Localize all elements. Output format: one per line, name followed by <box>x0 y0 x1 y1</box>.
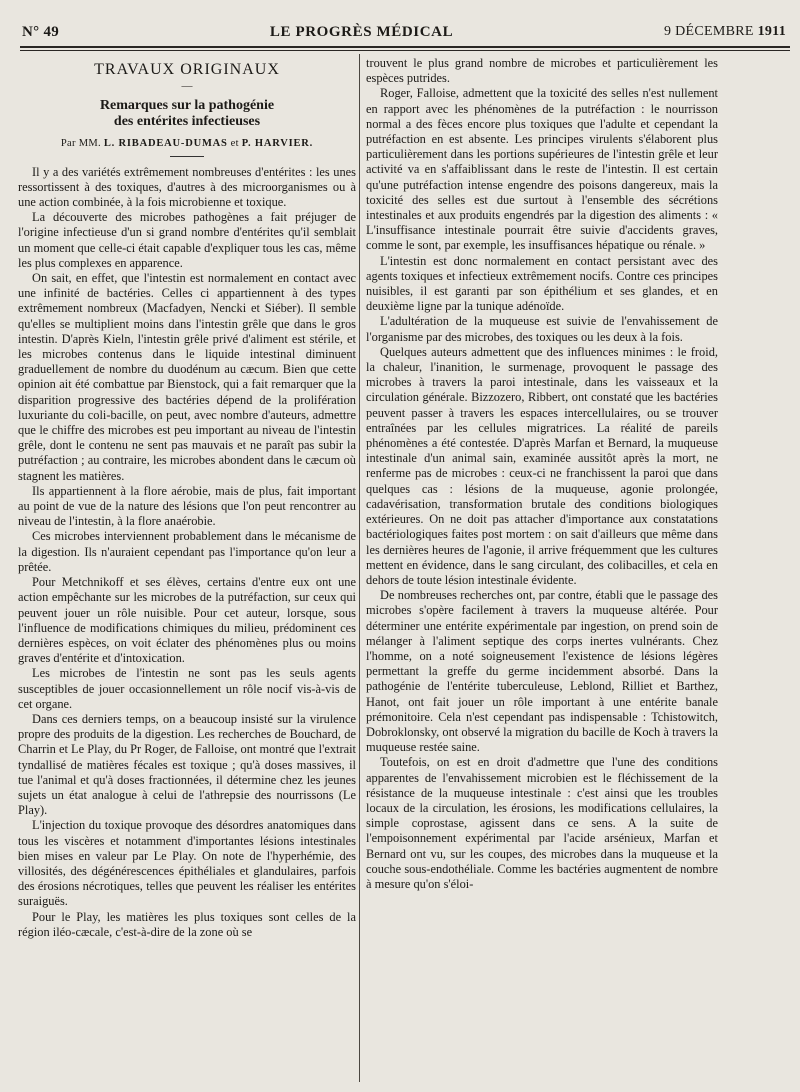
article-title <box>18 98 356 130</box>
column-divider <box>359 54 360 1082</box>
issue-date-year: 1911 <box>757 24 786 39</box>
paragraph: L'adultération de la muqueuse est suivie de l'envahissement de l'organisme par des microbes, des toxiques ou les deux à la fois. <box>366 314 718 344</box>
author-2: P. HARVIER. <box>241 138 314 150</box>
paragraph: De nombreuses recherches ont, par contre, établi que le passage des microbes s'opère facilement à travers la muqueuse altérée. Pour déterminer une entérite expérimentale par ingestion, on prend soin de mélanger à l'aliment septique des corps inertes vulnérants. Chez l'homme, on a noté soigneusement l'existence de lésions légères permettant la greffe du germe incidemment absorbé. Dans la pathogénie de l'entérite tuberculeuse, Leblond, Rilliet et Barthez, Hanot, ont fait jouer un rôle important à une entérite banale prémonitoire. Cela n'est cependant pas indispensable : Tchistowitch, Dobroklonsky, ont observé la migration du bacille de Koch à travers la muqueuse restée saine. <box>366 588 718 755</box>
section-title: TRAVAUX ORIGINAUX <box>94 61 280 78</box>
paragraph: Pour Metchnikoff et ses élèves, certains d'entre eux ont une action empêchante sur les microbes de la putréfaction, sur ceux qui peuvent jouer un rôle nuisible. Pour cet auteur, lorsque, sous l'influence de modifications chimiques du milieu, prédominent ces dernières espèces, on voit éclater des phénomènes plus ou moins graves d'entérite et d'intoxication. <box>18 575 356 666</box>
paragraph-continued: trouvent le plus grand nombre de microbes et particulièrement les espèces putrides. <box>366 56 718 86</box>
header-rule-thin <box>20 50 790 51</box>
authors-rule <box>170 156 204 157</box>
issue-date <box>664 24 786 40</box>
authors-joiner: et <box>230 138 239 150</box>
paragraph: Dans ces derniers temps, on a beaucoup insisté sur la virulence propre des produits de la digestion. Les recherches de Bouchard, de Charrin et Le Play, du Pr Roger, de Falloise, ont montré que l'extrait tyndallisé de matières fécales est toxique ; qu'à doses massives, il tue l'animal et qu'à doses fractionnées, il détermine chez les jeunes sujets un état analogue à celui de l'athrepsie des nourrissons (Le Play). <box>18 711 356 818</box>
issue-number: N° 49 <box>22 23 60 40</box>
paragraph: Quelques auteurs admettent que des influences minimes : le froid, la chaleur, l'inanition, le surmenage, provoquent le passage des microbes à travers la paroi intestinale, dans les vaisseaux et la circulation générale. Bizzozero, Ribbert, ont constaté que les bactéries peuvent passer à travers les espaces intercellulaires, ou se trouver entraînées par les cellules migratrices. La réalité de pareils phénomènes a été contestée. D'après Marfan et Bernard, la muqueuse intestinale d'un animal sain, examinée aussitôt après la mort, ne renferme pas de microbes : ceux-ci ne franchissent la paroi que dans quelques cas : lésions de la muqueuse, agonie prolongée, cadavérisation, transformation brutale des conditions biologiques extérieures. On ne doit pas attacher d'importance aux constatations bactériologiques faites post mortem : on sait d'ailleurs que même dans les dernières heures de l'agonie, il arrive fréquemment que les cultures mettent en évidence, dans le sang circulant, des colibacilles, et cela en dehors de toute lésion intestinale évidente. <box>366 344 718 587</box>
section-dash: — <box>181 80 193 93</box>
paragraph: Pour le Play, les matières les plus toxiques sont celles de la région iléo-cæcale, c'est-à-dire de la zone où se <box>18 909 356 939</box>
journal-title: LE PROGRÈS MÉDICAL <box>269 23 454 40</box>
running-header <box>22 20 786 44</box>
author-1: L. RIBADEAU-DUMAS <box>103 138 228 150</box>
issue-date-day-month: 9 DÉCEMBRE <box>664 24 754 39</box>
left-column <box>18 56 356 1084</box>
header-rule <box>20 46 790 48</box>
paragraph: L'injection du toxique provoque des désordres anatomiques dans tous les viscères et notamment d'importantes lésions intestinales bien mises en valeur par Le Play. On note de l'hyperhémie, des villosités, des dégénérescences épithéliales et glandulaires, parfois des érosions nécrotiques, telles que peuvent les réaliser les entérites suraiguës. <box>18 818 356 909</box>
right-column <box>366 56 718 1084</box>
paragraph: L'intestin est donc normalement en contact persistant avec des agents toxiques et infectieux extrêmement nocifs. Contre ces principes nuisibles, il est garanti par son épithélium et ses glandes, et en deuxième ligne par la tunique adénoïde. <box>366 253 718 314</box>
paragraph: Les microbes de l'intestin ne sont pas les seuls agents susceptibles de jouer occasionnellement un rôle nocif vis-à-vis de cet organe. <box>18 666 356 711</box>
paragraph: Ces microbes interviennent probablement dans le mécanisme de la digestion. Ils n'auraient cependant pas l'importance qu'on leur a prêtée. <box>18 529 356 574</box>
article-title-line2: des entérites infectieuses <box>113 114 261 130</box>
article-authors <box>18 136 356 156</box>
authors-prefix: Par MM. <box>60 138 101 150</box>
paragraph: La découverte des microbes pathogènes a fait préjuger de l'origine infectieuse d'un si grand nombre d'entérites qu'il semblait un moment que celle-ci était capable d'expliquer tous les cas, même les plus complexes en apparence. <box>18 210 356 270</box>
paragraph: On sait, en effet, que l'intestin est normalement en contact avec une infinité de bactéries. Celles ci appartiennent à des types extrêmement nombreux (Macfadyen, Nencki et Siéber). Il semble qu'elles se multiplient moins dans l'intestin grêle que dans le gros intestin. D'après Kieln, l'intestin grêle privé d'aliment est stérile, et les microbes contenus dans le liquide intestinal diminuent graduellement de nombre du duodénum au cæcum. Bien que cette opinion ait été combattue par Bienstock, qui a fait remarquer que la disparition progressive des bactéries dépend de la prolifération luxuriante du coli-bacille, on peut, avec nombre d'auteurs, admettre que le chiffre des microbes est peu important au niveau de l'intestin grêle, dont le contenu ne sent pas mauvais et ne paraît pas subir la putréfaction ; au contraire, les microbes abondent dans le cæcum où stagnent les matières. <box>18 271 356 483</box>
paragraph: Toutefois, on est en droit d'admettre que l'une des conditions apparentes de l'envahissement microbien est le fléchissement de la résistance de la muqueuse intestinale : c'est ainsi que les troubles locaux de la circulation, les érosions, les modifications cellulaires, la simple coprostase, agissent dans ce sens. A la suite de l'empoisonnement expérimental par l'acide arsénieux, Marfan et Bernard ont vu, sur les coupes, des microbes dans la muqueuse et la couche sous-endothéliale. Comme les bactéries augmentent de nombre à mesure qu'on s'éloi- <box>366 755 718 891</box>
paragraph: Ils appartiennent à la flore aérobie, mais de plus, fait important au point de vue de la nature des lésions que l'on peut rencontrer au niveau de l'intestin, à la flore anaérobie. <box>18 483 356 529</box>
article-title-line1: Remarques sur la pathogénie <box>99 98 275 114</box>
paragraph: Roger, Falloise, admettent que la toxicité des selles n'est nullement en rapport avec les phénomènes de la putréfaction : le nourrisson normal a des fèces encore plus toxiques que l'adulte et cependant la putréfaction en est absente. Les principes virulents s'élaborent plus particulièrement dans les portions supérieures de l'intestin grêle et leur activité va en s'affaiblissant dans le reste de l'intestin. Il est certain qu'une putréfaction intense engendre des poisons dangereux, mais la toxicité des selles est due surtout à l'ensemble des sécrétions intestinales et aux produits engendrés par la digestion des aliments : « L'insuffisance intestinale pourrait être suivie d'accidents graves, comme le sont, par exemple, les insuffisances hépatique ou rénale. » <box>366 86 718 253</box>
paragraph: Il y a des variétés extrêmement nombreuses d'entérites : les unes ressortissent à des toxiques, d'autres à des microorganismes ou à une action combinée, à la fois microbienne et toxique. <box>18 164 356 210</box>
